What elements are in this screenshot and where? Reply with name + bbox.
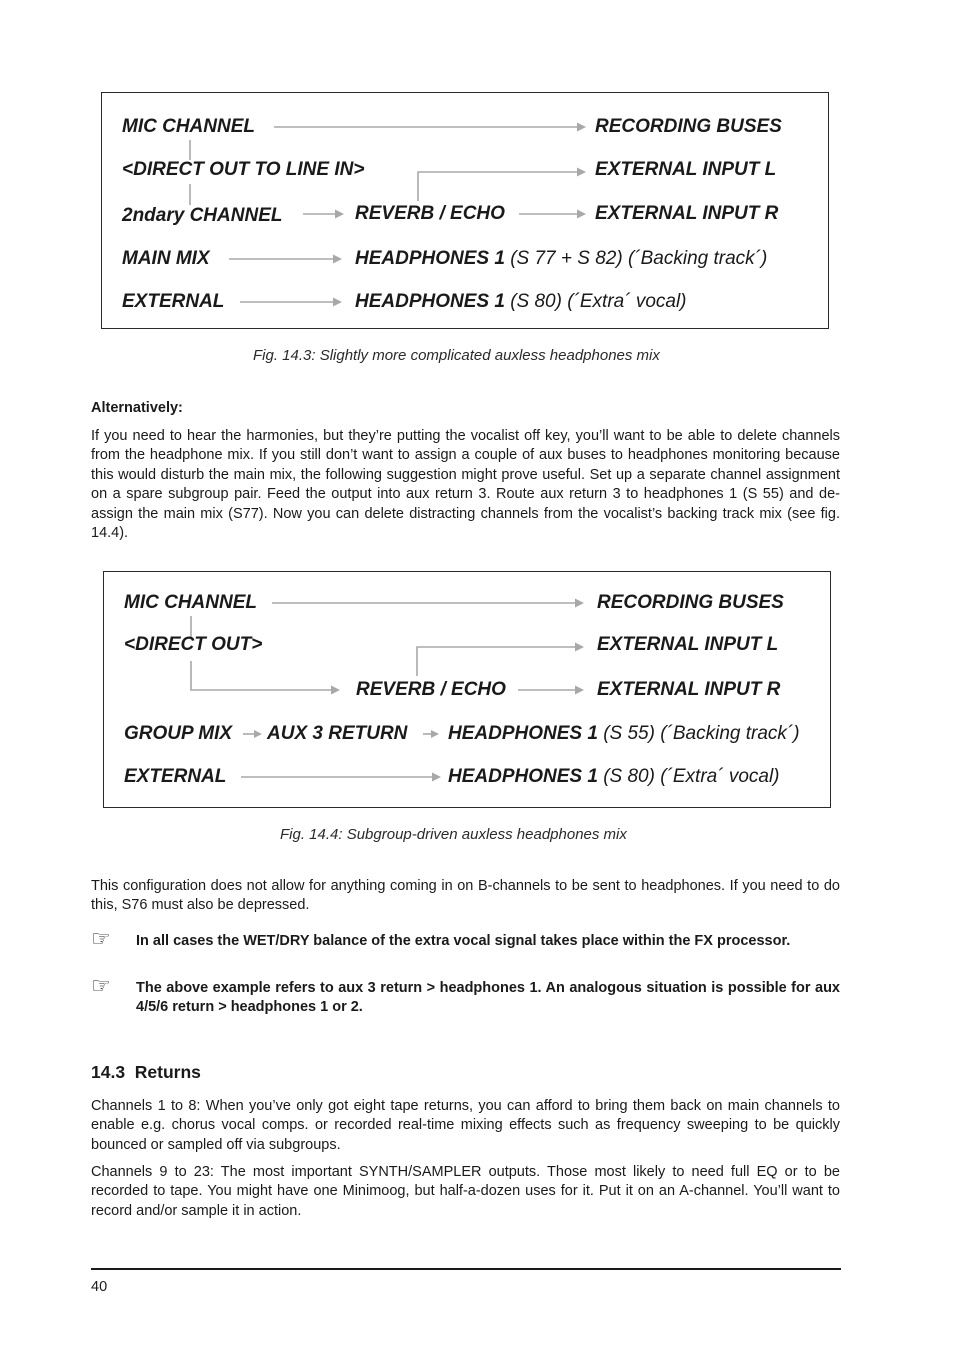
configuration-paragraph: This configuration does not allow for anything coming in on B-channels to be sent to headphones. If you need to do this, S76 must also be depressed. (91, 878, 840, 914)
reverb-echo-label: REVERB / ECHO (355, 203, 505, 224)
footer-rule (91, 1268, 841, 1270)
alternatively-paragraph: If you need to hear the harmonies, but they’re putting the vocalist off key, you’ll want to be able to delete channels from the headphone mix. If you still don’t want to assign a couple of aux buses to headphones monitoring because this would disturb the main mix, the following suggestion might prove useful. Set up a separate channel assignment on a spare subgroup pair. Feed the output into aux return 3. Route aux return 3 to headphones 1 (S 55) and de-assign the main mix (S77). Now you can delete distracting channels from the vocalist’s backing track mix (see fig. 14.4). (91, 428, 840, 542)
recording-buses-label: RECORDING BUSES (595, 116, 782, 137)
headphones-external-bold: HEADPHONES 1 (355, 291, 505, 312)
headphones-main-bold: HEADPHONES 1 (355, 248, 505, 269)
note-wet-dry (91, 926, 840, 972)
page-number: 40 (91, 1279, 108, 1295)
external-label-2: EXTERNAL (124, 766, 227, 787)
figure-14-4-diagram (103, 571, 831, 808)
alternatively-heading: Alternatively: (91, 400, 183, 416)
headphones-external-detail: (S 80) (´Extra´ vocal) (504, 291, 687, 312)
aux3-return-label: AUX 3 RETURN (267, 723, 408, 744)
direct-out-label: <DIRECT OUT TO LINE IN> (122, 159, 365, 180)
group-mix-label: GROUP MIX (124, 723, 233, 744)
external-input-r-label-2: EXTERNAL INPUT R (597, 679, 781, 700)
headphones-group-bold: HEADPHONES 1 (448, 723, 598, 744)
main-mix-label: MAIN MIX (122, 248, 210, 269)
headphones-group-label (448, 723, 800, 745)
external-label: EXTERNAL (122, 291, 225, 312)
figure-14-3-caption: Fig. 14.3: Slightly more complicated auxless headphones mix (253, 347, 660, 364)
returns-paragraph-1: Channels 1 to 8: When you’ve only got eight tape returns, you can afford to bring them back on main channels to enable e.g. chorus vocal comps. or recorded real-time mixing effects such as frequency sweeping to be quickly bounced or sampled off via subgroups. (91, 1098, 840, 1153)
recording-buses-label-2: RECORDING BUSES (597, 592, 784, 613)
direct-out-label-2: <DIRECT OUT> (124, 634, 263, 655)
headphones-external-detail-2: (S 80) (´Extra´ vocal) (597, 766, 780, 787)
headphones-external-label (355, 291, 687, 313)
external-input-l-label: EXTERNAL INPUT L (595, 159, 777, 180)
note-aux-return (91, 973, 840, 1019)
note-text: In all cases the WET/DRY balance of the extra vocal signal takes place within the FX processor. (136, 933, 791, 949)
figure-14-3-diagram (101, 92, 829, 329)
headphones-external-label-2 (448, 766, 780, 788)
returns-paragraph-2: Channels 9 to 23: The most important SYNTH/SAMPLER outputs. Those most likely to need full EQ or to be recorded to tape. You might have one Minimoog, but half-a-dozen uses for it. Put it on an A-channel. You’ll want to record and/or sample it in action. (91, 1164, 840, 1219)
reverb-echo-label-2: REVERB / ECHO (356, 679, 506, 700)
headphones-external-bold-2: HEADPHONES 1 (448, 766, 598, 787)
mic-channel-label: MIC CHANNEL (122, 116, 255, 137)
pointing-hand-icon: ☞ (91, 926, 111, 951)
headphones-main-label (355, 248, 767, 270)
headphones-main-detail: (S 77 + S 82) (´Backing track´) (504, 248, 768, 269)
mic-channel-label-2: MIC CHANNEL (124, 592, 257, 613)
returns-heading: 14.3 Returns (91, 1062, 201, 1082)
secondary-channel-label: 2ndary CHANNEL (122, 205, 283, 226)
external-input-r-label: EXTERNAL INPUT R (595, 203, 779, 224)
external-input-l-label-2: EXTERNAL INPUT L (597, 634, 779, 655)
pointing-hand-icon: ☞ (91, 973, 111, 998)
figure-14-4-caption: Fig. 14.4: Subgroup-driven auxless headphones mix (280, 826, 627, 843)
headphones-group-detail: (S 55) (´Backing track´) (597, 723, 800, 744)
note-text: The above example refers to aux 3 return > headphones 1. An analogous situation is possible for aux 4/5/6 return > headphones 1 or 2. (136, 980, 840, 1016)
